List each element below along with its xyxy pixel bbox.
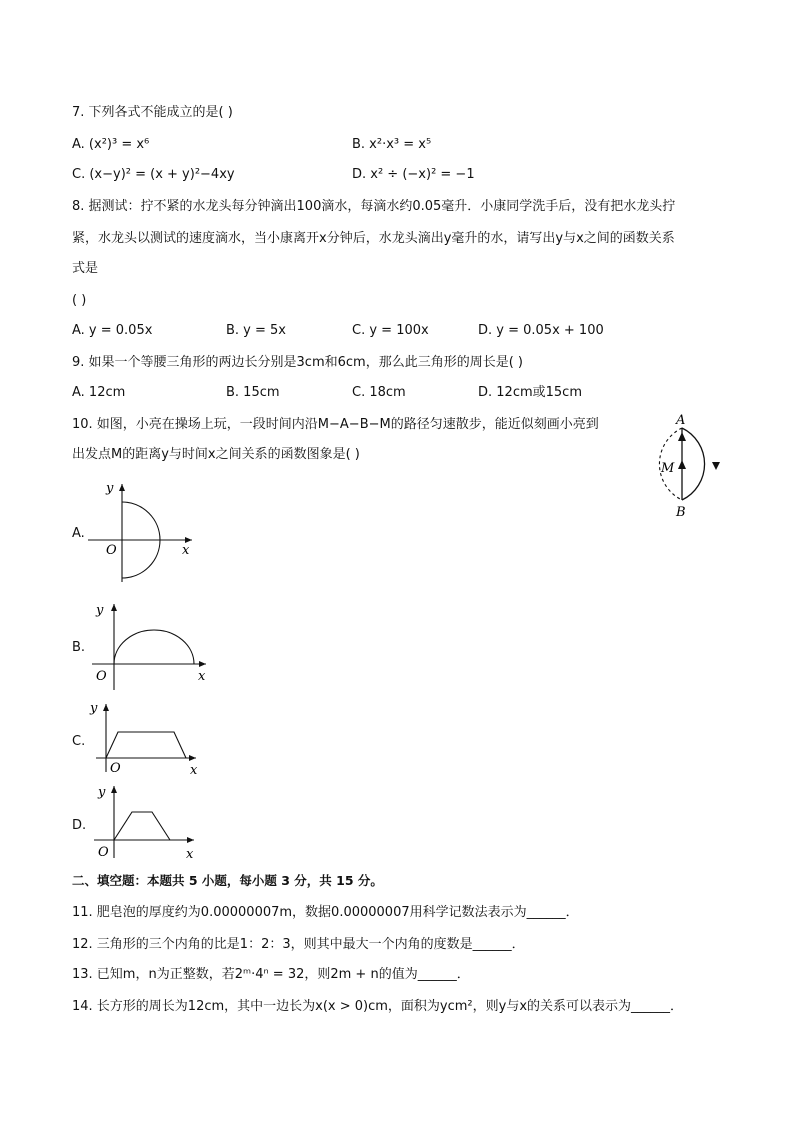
- q13-stem: 13. 已知m，n为正整数，若2ᵐ·4ⁿ = 32，则2m + n的值为______．: [72, 967, 470, 982]
- q7-option-a: A. (x²)³ = x⁶: [72, 137, 150, 152]
- q7-option-b: B. x²·x³ = x⁵: [352, 137, 432, 152]
- q10-stem-line1: 10. 如图，小亮在操场上玩，一段时间内沿M−A−B−M的路径匀速散步，能近似刻画小亮到: [72, 417, 599, 432]
- q10-option-c-label: C.: [72, 734, 86, 749]
- q9-option-d: D. 12cm或15cm: [478, 385, 582, 400]
- q10-stem-line2: 出发点M的距离y与时间x之间关系的函数图象是( ): [72, 447, 360, 462]
- svg-text:O: O: [106, 543, 117, 558]
- q9-option-c: C. 18cm: [352, 385, 406, 400]
- q8-stem-line3: 式是: [72, 261, 99, 276]
- q9-option-a: A. 12cm: [72, 385, 126, 400]
- q11-stem: 11. 肥皂泡的厚度约为0.00000007m，数据0.00000007用科学记数法表示为______．: [72, 905, 579, 920]
- q8-stem-line2: 紧，水龙头以测试的速度滴水，当小康离开x分钟后，水龙头滴出y毫升的水，请写出y与x之间的函数关系: [72, 231, 675, 246]
- svg-text:x: x: [182, 543, 190, 558]
- q8-option-b: B. y = 5x: [226, 323, 286, 338]
- svg-text:O: O: [110, 761, 121, 776]
- q10-option-b-label: B.: [72, 640, 86, 655]
- q8-stem-line1: 8. 据测试：拧不紧的水龙头每分钟滴出100滴水，每滴水约0.05毫升．小康同学洗手后，没有把水龙头拧: [72, 199, 676, 214]
- svg-text:O: O: [96, 669, 107, 684]
- q9-option-b: B. 15cm: [226, 385, 280, 400]
- fig-label-a: A: [676, 413, 686, 428]
- q12-stem: 12. 三角形的三个内角的比是1：2：3，则其中最大一个内角的度数是______．: [72, 937, 525, 952]
- q8-option-d: D. y = 0.05x + 100: [478, 323, 604, 338]
- q10-option-b-graph: [90, 600, 214, 692]
- q8-option-a: A. y = 0.05x: [72, 323, 153, 338]
- q10-option-d-label: D.: [72, 818, 87, 833]
- fig-label-b: B: [676, 505, 686, 520]
- q9-stem: 9. 如果一个等腰三角形的两边长分别是3cm和6cm，那么此三角形的周长是( ): [72, 355, 523, 370]
- svg-text:x: x: [186, 847, 194, 862]
- svg-text:O: O: [98, 845, 109, 860]
- q8-paren: ( ): [72, 293, 87, 308]
- q10-option-a-graph: [88, 480, 198, 586]
- fig-label-m: M: [661, 461, 675, 476]
- svg-text:y: y: [106, 481, 114, 496]
- q7-stem: 7. 下列各式不能成立的是( ): [72, 105, 233, 120]
- q10-option-a-label: A.: [72, 526, 85, 541]
- q10-option-c-graph: [88, 700, 204, 776]
- q10-option-d-graph: [90, 782, 200, 862]
- svg-text:y: y: [96, 603, 104, 618]
- q14-stem: 14. 长方形的周长为12cm，其中一边长为x(x > 0)cm，面积为ycm²，则y与x的关系可以表示为______．: [72, 999, 684, 1014]
- svg-text:x: x: [190, 763, 198, 776]
- q7-option-d: D. x² ÷ (−x)² = −1: [352, 167, 475, 182]
- svg-text:y: y: [98, 785, 106, 800]
- section-2-heading: 二、填空题：本题共 5 小题，每小题 3 分，共 15 分。: [72, 873, 383, 888]
- q7-option-c: C. (x−y)² = (x + y)²−4xy: [72, 167, 235, 182]
- q8-option-c: C. y = 100x: [352, 323, 429, 338]
- svg-text:x: x: [198, 669, 206, 684]
- svg-text:y: y: [90, 701, 98, 716]
- q10-path-figure: [636, 412, 732, 520]
